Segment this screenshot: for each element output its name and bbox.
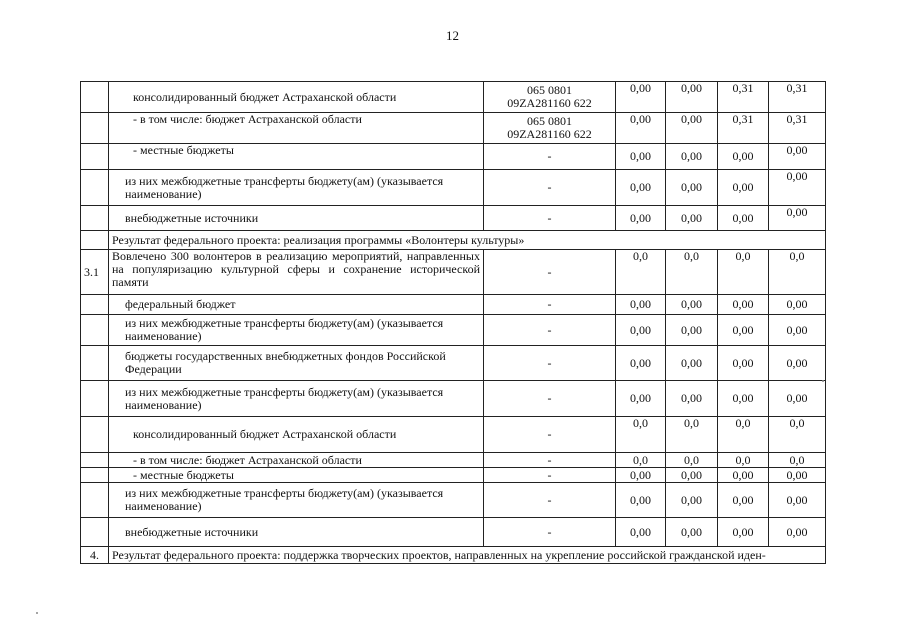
row-value-2: 0,00 bbox=[666, 468, 718, 483]
section-result-title: Результат федерального проекта: поддержка творческих проектов, направленных на укрепление российской гражданской иден- bbox=[109, 547, 826, 564]
row-value-1: 0,00 bbox=[616, 315, 666, 346]
scan-speck bbox=[822, 380, 824, 382]
row-value-2: 0,00 bbox=[666, 144, 718, 170]
row-number: 4. bbox=[81, 547, 109, 564]
row-value-2: 0,0 bbox=[666, 250, 718, 295]
row-name: консолидированный бюджет Астраханской области bbox=[109, 82, 484, 113]
row-number bbox=[81, 206, 109, 231]
row-number bbox=[81, 82, 109, 113]
row-value-1: 0,00 bbox=[616, 295, 666, 315]
table-row bbox=[81, 468, 826, 483]
row-number bbox=[81, 417, 109, 453]
row-number: 3.1 bbox=[81, 250, 109, 295]
row-kbk: - bbox=[484, 346, 616, 381]
row-kbk: - bbox=[484, 381, 616, 417]
table-row bbox=[81, 231, 826, 250]
row-value-4: 0,31 bbox=[769, 82, 826, 113]
row-value-3: 0,00 bbox=[718, 144, 769, 170]
row-value-3: 0,31 bbox=[718, 82, 769, 113]
row-number bbox=[81, 113, 109, 144]
row-value-2: 0,0 bbox=[666, 417, 718, 453]
row-kbk: - bbox=[484, 144, 616, 170]
row-name: бюджеты государственных внебюджетных фондов Российской Федерации bbox=[109, 346, 484, 381]
row-value-1: 0,00 bbox=[616, 346, 666, 381]
row-value-2: 0,00 bbox=[666, 82, 718, 113]
row-value-4: 0,00 bbox=[769, 144, 826, 170]
row-value-3: 0,0 bbox=[718, 250, 769, 295]
row-value-1: 0,00 bbox=[616, 483, 666, 518]
row-value-4: 0,00 bbox=[769, 315, 826, 346]
row-value-4: 0,00 bbox=[769, 518, 826, 547]
row-kbk: - bbox=[484, 453, 616, 468]
row-name: - в том числе: бюджет Астраханской области bbox=[109, 453, 484, 468]
row-value-4: 0,00 bbox=[769, 295, 826, 315]
row-number bbox=[81, 468, 109, 483]
row-value-1: 0,00 bbox=[616, 144, 666, 170]
row-kbk: - bbox=[484, 417, 616, 453]
row-kbk: - bbox=[484, 250, 616, 295]
row-kbk: - bbox=[484, 518, 616, 547]
row-kbk: - bbox=[484, 483, 616, 518]
row-value-3: 0,00 bbox=[718, 206, 769, 231]
row-value-2: 0,00 bbox=[666, 346, 718, 381]
row-number bbox=[81, 144, 109, 170]
table-row bbox=[81, 417, 826, 453]
table-row bbox=[81, 206, 826, 231]
row-kbk: - bbox=[484, 206, 616, 231]
table-row bbox=[81, 250, 826, 295]
row-number bbox=[81, 518, 109, 547]
row-value-2: 0,00 bbox=[666, 315, 718, 346]
row-value-3: 0,00 bbox=[718, 381, 769, 417]
row-value-4: 0,31 bbox=[769, 113, 826, 144]
row-value-4: 0,00 bbox=[769, 483, 826, 518]
table-row bbox=[81, 295, 826, 315]
row-value-3: 0,00 bbox=[718, 346, 769, 381]
row-kbk: - bbox=[484, 468, 616, 483]
row-value-3: 0,00 bbox=[718, 483, 769, 518]
row-name: - в том числе: бюджет Астраханской области bbox=[109, 113, 484, 144]
row-value-1: 0,00 bbox=[616, 468, 666, 483]
row-value-4: 0,00 bbox=[769, 381, 826, 417]
row-kbk: 065 0801 09ZA281160 622 bbox=[484, 113, 616, 144]
row-value-3: 0,00 bbox=[718, 295, 769, 315]
row-value-1: 0,00 bbox=[616, 82, 666, 113]
row-number bbox=[81, 453, 109, 468]
row-kbk: - bbox=[484, 295, 616, 315]
row-value-1: 0,00 bbox=[616, 206, 666, 231]
row-name: внебюджетные источники bbox=[109, 206, 484, 231]
row-name: - местные бюджеты bbox=[109, 144, 484, 170]
row-value-3: 0,00 bbox=[718, 518, 769, 547]
table-row bbox=[81, 315, 826, 346]
row-number bbox=[81, 170, 109, 206]
row-value-4: 0,00 bbox=[769, 468, 826, 483]
row-name: Вовлечено 300 волонтеров в реализацию мероприятий, направленных на популяризацию культурной сферы и сохранение исторической памяти bbox=[109, 250, 484, 295]
row-kbk: - bbox=[484, 315, 616, 346]
row-value-3: 0,00 bbox=[718, 468, 769, 483]
row-value-2: 0,00 bbox=[666, 295, 718, 315]
row-value-4: 0,0 bbox=[769, 417, 826, 453]
row-number bbox=[81, 295, 109, 315]
table-row bbox=[81, 170, 826, 206]
table-row bbox=[81, 346, 826, 381]
row-value-1: 0,00 bbox=[616, 518, 666, 547]
row-value-2: 0,00 bbox=[666, 381, 718, 417]
budget-table bbox=[80, 81, 826, 564]
row-value-3: 0,0 bbox=[718, 453, 769, 468]
row-value-1: 0,00 bbox=[616, 170, 666, 206]
row-name: из них межбюджетные трансферты бюджету(ам) (указывается наименование) bbox=[109, 315, 484, 346]
row-value-1: 0,00 bbox=[616, 381, 666, 417]
table-row bbox=[81, 453, 826, 468]
row-name: из них межбюджетные трансферты бюджету(ам) (указывается наименование) bbox=[109, 381, 484, 417]
row-name: из них межбюджетные трансферты бюджету(ам) (указывается наименование) bbox=[109, 170, 484, 206]
row-number bbox=[81, 315, 109, 346]
section-result-title: Результат федерального проекта: реализация программы «Волонтеры культуры» bbox=[109, 231, 826, 250]
table-row bbox=[81, 113, 826, 144]
row-value-2: 0,0 bbox=[666, 453, 718, 468]
row-value-4: 0,00 bbox=[769, 170, 826, 206]
row-value-2: 0,00 bbox=[666, 113, 718, 144]
table-row bbox=[81, 381, 826, 417]
row-number bbox=[81, 346, 109, 381]
row-number bbox=[81, 231, 109, 250]
row-value-4: 0,0 bbox=[769, 250, 826, 295]
row-value-3: 0,0 bbox=[718, 417, 769, 453]
row-kbk: 065 0801 09ZA281160 622 bbox=[484, 82, 616, 113]
row-value-3: 0,00 bbox=[718, 170, 769, 206]
row-name: консолидированный бюджет Астраханской области bbox=[109, 417, 484, 453]
table-row bbox=[81, 144, 826, 170]
row-value-2: 0,00 bbox=[666, 483, 718, 518]
row-value-1: 0,00 bbox=[616, 113, 666, 144]
table-row bbox=[81, 82, 826, 113]
row-number bbox=[81, 483, 109, 518]
row-value-1: 0,0 bbox=[616, 250, 666, 295]
table-row bbox=[81, 518, 826, 547]
row-value-1: 0,0 bbox=[616, 453, 666, 468]
row-value-3: 0,00 bbox=[718, 315, 769, 346]
row-name: федеральный бюджет bbox=[109, 295, 484, 315]
row-value-2: 0,00 bbox=[666, 170, 718, 206]
row-value-4: 0,0 bbox=[769, 453, 826, 468]
page-number: 12 bbox=[446, 28, 459, 43]
row-value-3: 0,31 bbox=[718, 113, 769, 144]
table-row bbox=[81, 547, 826, 564]
row-value-1: 0,0 bbox=[616, 417, 666, 453]
row-name: внебюджетные источники bbox=[109, 518, 484, 547]
row-value-4: 0,00 bbox=[769, 346, 826, 381]
table-row bbox=[81, 483, 826, 518]
row-name: - местные бюджеты bbox=[109, 468, 484, 483]
row-value-2: 0,00 bbox=[666, 518, 718, 547]
row-number bbox=[81, 381, 109, 417]
row-value-4: 0,00 bbox=[769, 206, 826, 231]
row-name: из них межбюджетные трансферты бюджету(ам) (указывается наименование) bbox=[109, 483, 484, 518]
row-value-2: 0,00 bbox=[666, 206, 718, 231]
row-kbk: - bbox=[484, 170, 616, 206]
scan-speck bbox=[36, 612, 38, 614]
